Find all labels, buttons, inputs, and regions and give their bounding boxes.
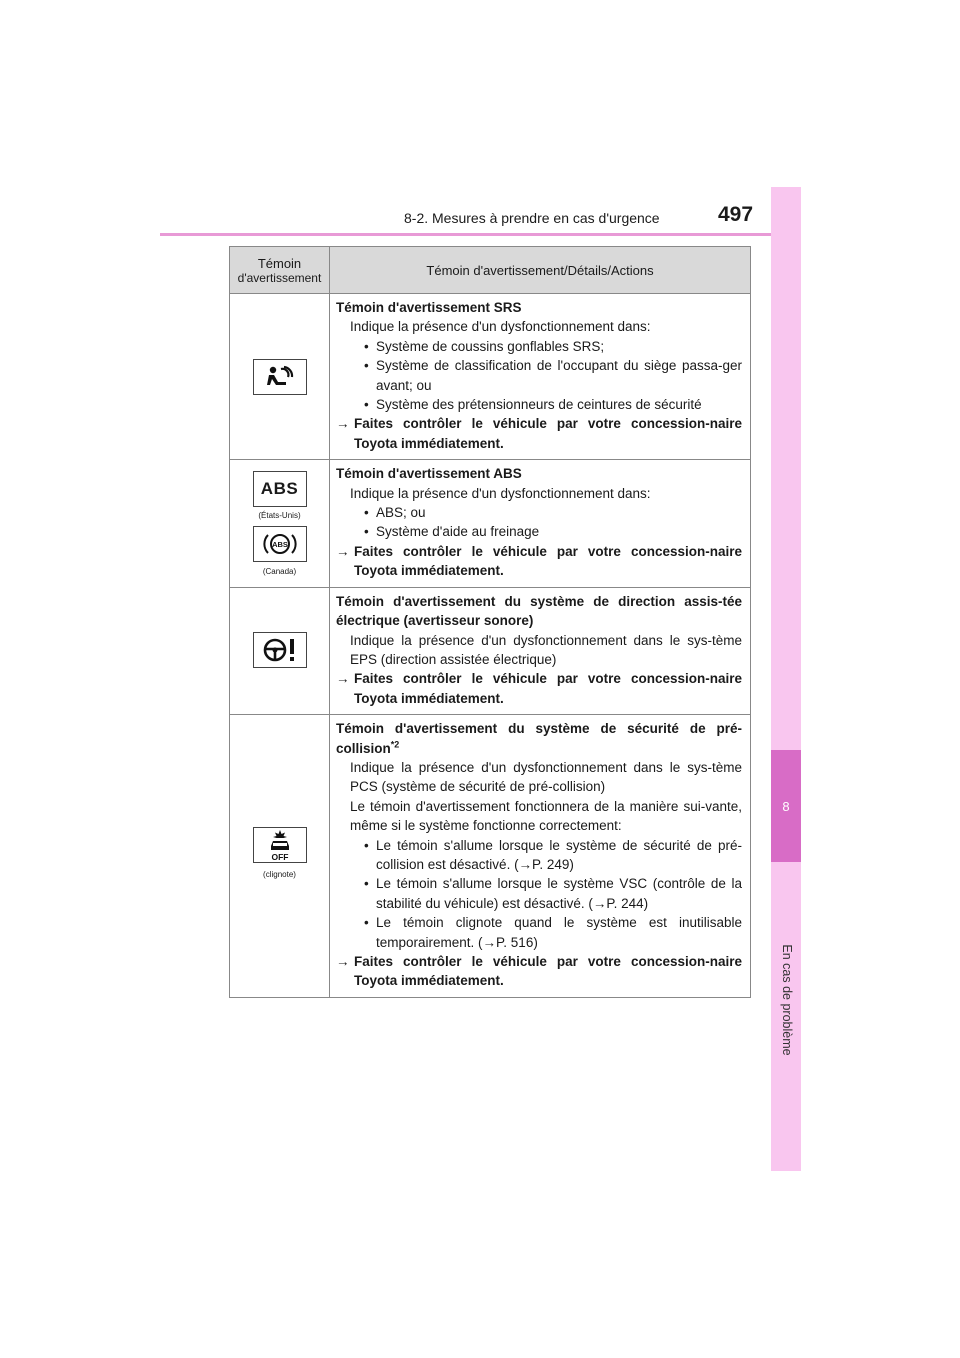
icon-cell <box>230 715 330 998</box>
warning-action: → Faites contrôler le véhicule par votre concession-naire Toyota immédiatement. <box>336 669 742 708</box>
warning-title <box>336 719 742 758</box>
warning-lights-table <box>229 246 751 998</box>
steering-warning-icon <box>253 632 307 668</box>
pre-collision-off-icon <box>253 827 307 863</box>
description-cell <box>330 460 751 587</box>
icon-caption: (clignote) <box>263 869 296 879</box>
chapter-number: 8 <box>771 750 801 862</box>
list-item: • Le témoin clignote quand le système est inutilisable temporairement. (→P. 516) <box>336 913 742 952</box>
list-item: • ABS; ou <box>336 503 742 522</box>
warning-description: Indique la présence d'un dysfonctionnement dans: <box>350 485 651 501</box>
table-header-row <box>230 247 751 294</box>
abs-canada-warning-icon <box>253 526 307 562</box>
abs-canada-label: ABS <box>271 539 288 549</box>
icon-cell <box>230 460 330 587</box>
warning-action: → Faites contrôler le véhicule par votre concession-naire Toyota immédiatement. <box>336 414 742 453</box>
description-cell <box>330 587 751 714</box>
column-header-details: Témoin d'avertissement/Détails/Actions <box>330 247 751 294</box>
table-row <box>230 715 751 998</box>
chapter-label: En cas de problème <box>780 944 794 1056</box>
warning-title-text: Témoin d'avertissement du système de sécurité de pré-collision <box>336 721 742 756</box>
list-item: • Système de classification de l'occupant du siège passa-ger avant; ou <box>336 356 742 395</box>
abs-usa-label: ABS <box>260 478 299 498</box>
column-header-light-line1: Témoin <box>257 255 302 271</box>
warning-description: Indique la présence d'un dysfonctionnement dans le sys-tème PCS (système de sécurité de pré-collision) <box>350 759 742 795</box>
page-header-title: 8-2. Mesures à prendre en cas d'urgence <box>404 210 660 226</box>
column-header-light <box>230 247 330 294</box>
warning-description-2: Le témoin d'avertissement fonctionnera de la manière sui-vante, même si le système fonctionne correctement: <box>350 798 742 834</box>
warning-description: Indique la présence d'un dysfonctionnement dans: <box>350 319 651 335</box>
table-row <box>230 460 751 587</box>
table-row <box>230 587 751 714</box>
icon-caption: (États-Unis) <box>258 510 301 520</box>
description-cell <box>330 715 751 998</box>
list-item: • Système d'aide au freinage <box>336 522 742 541</box>
description-cell <box>330 294 751 460</box>
warning-action: → Faites contrôler le véhicule par votre concession-naire Toyota immédiatement. <box>336 542 742 581</box>
airbag-warning-icon <box>253 359 307 395</box>
warning-title: Témoin d'avertissement ABS <box>336 466 522 482</box>
warning-description: Indique la présence d'un dysfonctionnement dans le sys-tème EPS (direction assistée électrique) <box>350 632 742 667</box>
list-item: • Système de coussins gonflables SRS; <box>336 337 742 356</box>
page-number: 497 <box>718 203 754 226</box>
list-item: • Le témoin s'allume lorsque le système de sécurité de pré-collision est désactivé. (→P. 249) <box>336 836 742 875</box>
list-item: • Le témoin s'allume lorsque le système VSC (contrôle de la stabilité du véhicule) est désactivé. (→P. 244) <box>336 874 742 913</box>
footnote-marker: *2 <box>390 739 400 750</box>
warning-title: Témoin d'avertissement du système de direction assis-tée électrique (avertisseur sonore) <box>336 593 742 629</box>
abs-usa-warning-icon <box>253 471 307 507</box>
warning-action: → Faites contrôler le véhicule par votre concession-naire Toyota immédiatement. <box>336 952 742 991</box>
icon-cell <box>230 294 330 460</box>
column-header-light-line2: d'avertissement <box>237 270 322 285</box>
header-divider <box>160 233 800 236</box>
icon-cell <box>230 587 330 714</box>
warning-title: Témoin d'avertissement SRS <box>336 300 522 315</box>
icon-caption: (Canada) <box>262 566 297 576</box>
list-item: • Système des prétensionneurs de ceintures de sécurité <box>336 395 742 414</box>
table-row <box>230 294 751 460</box>
pre-collision-off-label: OFF <box>271 851 288 861</box>
